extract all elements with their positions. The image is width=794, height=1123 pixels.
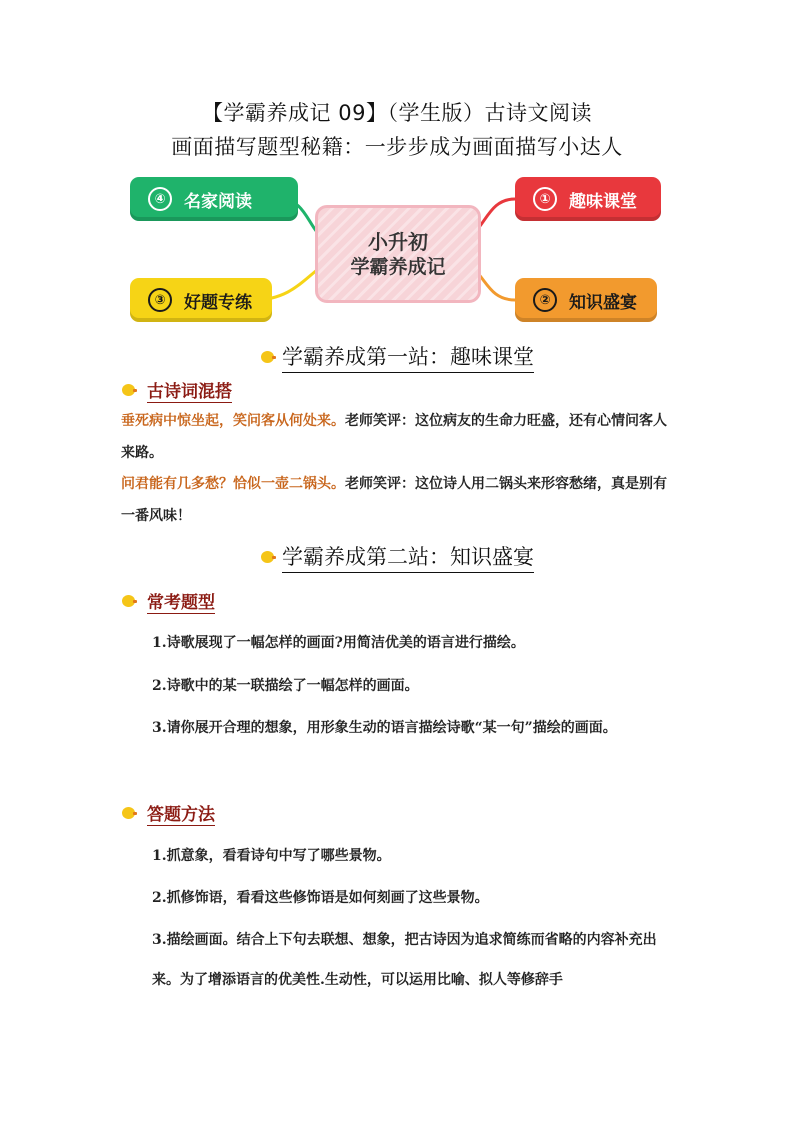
section-heading-text: 学霸养成第二站：知识盛宴	[282, 541, 534, 573]
mindmap-node-label: 名家阅读	[184, 191, 252, 212]
method-item-1: 1.抓意象，看看诗句中写了哪些景物。	[152, 848, 391, 864]
mindmap-node-label: 趣味课堂	[569, 191, 637, 212]
paragraph-mashup-1	[121, 405, 669, 469]
question-type-item-1: 1.诗歌展现了一幅怎样的画面?用简洁优美的语言进行描绘。	[152, 635, 525, 651]
subheading-text: 古诗词混搭	[147, 377, 232, 403]
subheading-common-types	[121, 588, 215, 614]
chick-icon	[121, 383, 137, 397]
number-circle-icon: ②	[533, 288, 557, 312]
mindmap-node-famous-reading	[130, 177, 298, 221]
number-circle-icon: ④	[148, 187, 172, 211]
method-item-2: 2.抓修饰语，看看这些修饰语是如何刻画了这些景物。	[152, 890, 489, 906]
number-circle-icon: ③	[148, 288, 172, 312]
teacher-comment: 老师笑评：这位诗人用二锅头来形容愁绪，真是别有一番风味！	[121, 476, 667, 524]
number-circle-icon: ①	[533, 187, 557, 211]
mindmap-center-line-2: 学霸养成记	[350, 255, 446, 278]
poem-line: 垂死病中惊坐起，笑问客从何处来。	[121, 413, 345, 429]
chick-icon	[121, 806, 137, 820]
question-type-item-2: 2.诗歌中的某一联描绘了一幅怎样的画面。	[152, 678, 419, 694]
subheading-poem-mashup	[121, 377, 232, 403]
mindmap-node-knowledge	[515, 278, 657, 322]
mindmap-center-node	[315, 205, 481, 303]
teacher-comment: 老师笑评：这位病友的生命力旺盛，还有心情问客人来路。	[121, 413, 667, 461]
paragraph-mashup-2	[121, 468, 669, 532]
section-heading-station-2	[0, 541, 794, 573]
mindmap-center-line-1: 小升初	[368, 229, 428, 254]
section-heading-text: 学霸养成第一站：趣味课堂	[282, 341, 534, 373]
mindmap-banner	[127, 170, 667, 332]
chick-icon	[121, 594, 137, 608]
subheading-text: 常考题型	[147, 588, 215, 614]
method-item-3: 3.描绘画面。结合上下句去联想、想象，把古诗因为追求简练而省略的内容补充出来。为了增添语言的优美性.生动性，可以运用比喻、拟人等修辞手	[152, 932, 657, 988]
poem-line: 问君能有几多愁？恰似一壶二锅头。	[121, 476, 345, 492]
page-title-line-2: 画面描写题型秘籍：一步步成为画面描写小达人	[171, 135, 623, 159]
section-heading-station-1	[0, 341, 794, 373]
subheading-answer-method	[121, 800, 215, 826]
mindmap-node-label: 好题专练	[184, 292, 252, 313]
page-title-line-1: 【学霸养成记 09】（学生版）古诗文阅读	[202, 101, 592, 125]
mindmap-node-fun-class	[515, 177, 661, 221]
subheading-text: 答题方法	[147, 800, 215, 826]
question-type-item-3: 3.请你展开合理的想象，用形象生动的语言描绘诗歌“某一句”描绘的画面。	[152, 720, 617, 736]
mindmap-node-practice	[130, 278, 272, 322]
mindmap-node-label: 知识盛宴	[569, 292, 637, 313]
chick-icon	[260, 350, 276, 364]
chick-icon	[260, 550, 276, 564]
